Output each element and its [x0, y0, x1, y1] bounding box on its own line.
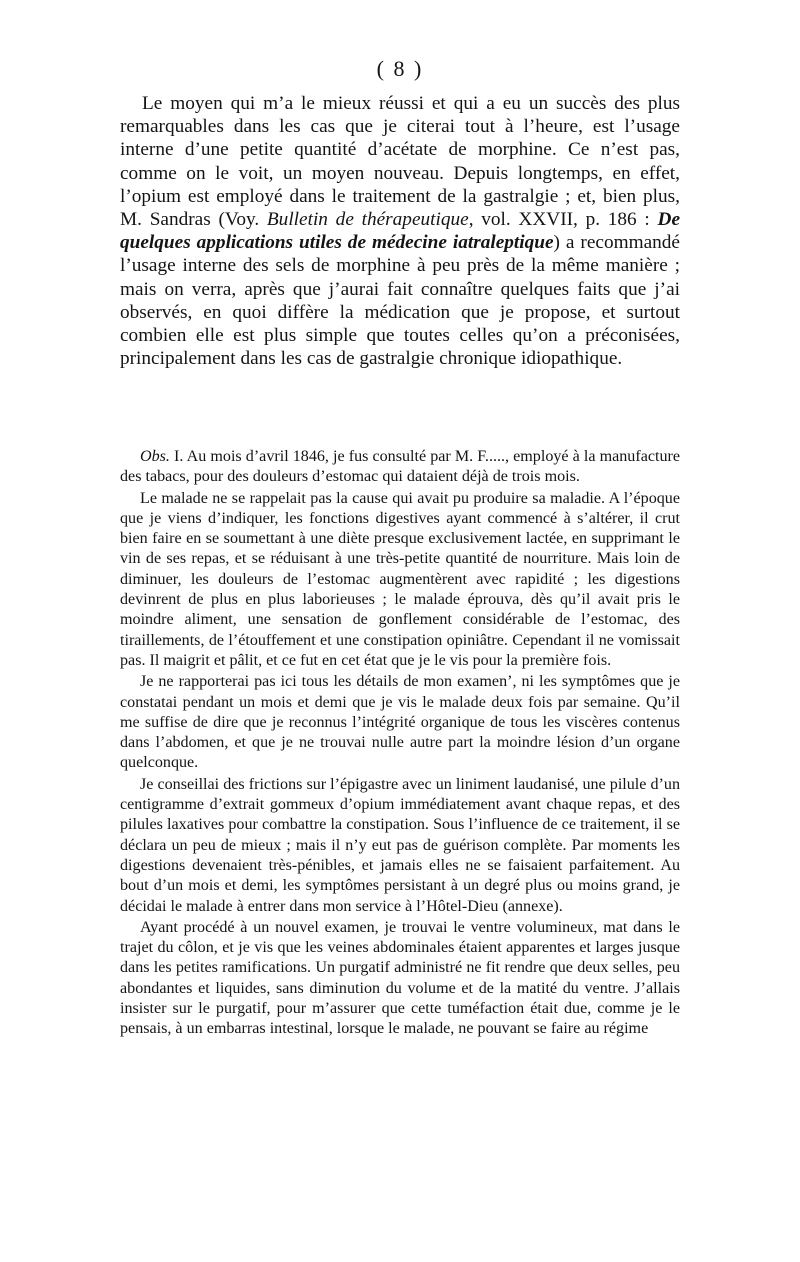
- journal-title: Bulletin de thérapeutique: [266, 209, 469, 231]
- page-number: ( 8 ): [376, 56, 424, 81]
- observation-paragraph-1: [120, 447, 680, 488]
- intro-text-2: , vol. XXVII, p. 186 :: [468, 209, 658, 231]
- intro-text-1: Le moyen qui m’a le mieux réussi et qui a eu un succès des plus remarquables dans les cas que je citerai tout à l’heure, est l’usage interne d’une petite quantité d’acétate de morphine. Ce n’est pas, comme on le voit, un moyen nouveau. Depuis longtemps, en effet, l’opium est employé dans le traitement de la gastralgie ; et, bien plus, M. Sandras (Voy.: [120, 93, 680, 231]
- observation-paragraph-2: Le malade ne se rappelait pas la cause qui avait pu produire sa maladie. A l’époque que je viens d’indiquer, les fonctions digestives ayant commencé à s’altérer, il crut bien faire en se soumettant à une diète presque exclusivement lactée, en supprimant le vin de ses repas, et se réduisant à une très-petite quantité de nourriture. Mais loin de diminuer, les douleurs de l’estomac augmentèrent avec rapidité ; les digestions devinrent de plus en plus laborieuses ; le malade éprouva, dès qu’il avait pris le moindre aliment, une sensation de gonflement considérable de l’estomac, des tiraillements, de l’étouffement et une constipation opiniâtre. Cependant il ne vomissait pas. Il maigrit et pâlit, et ce fut en cet état que je le vis pour la première fois.: [120, 489, 680, 669]
- observation-label: Obs.: [140, 448, 170, 465]
- intro-text-3: ) a recommandé l’usage interne des sels de morphine à peu près de la même manière ; mais on verra, après que j’aurai fait connaître quelques faits que j’ai observés, en quoi diffère la médication que je propose, et surtout combien elle est plus simple que toutes celles qu’on a préconisées, principalement dans les cas de gastralgie chronique idiopathique.: [120, 232, 680, 370]
- intro-text: [120, 92, 680, 370]
- observation-paragraph-4: Je conseillai des frictions sur l’épigastre avec un liniment laudanisé, une pilule d’un centigramme d’extrait gommeux d’opium immédiatement avant chaque repas, et des pilules laxatives pour combattre la constipation. Sous l’influence de ce traitement, il se déclara un peu de mieux ; mais il n’y eut pas de guérison complète. Par moments les digestions devenaient très-pénibles, et jamais elles ne se faisaient parfaitement. Au bout d’un mois et demi, les symptômes persistant à un degré plus ou moins grand, je décidai le malade à entrer dans mon service à l’Hôtel-Dieu (annexe).: [120, 775, 680, 915]
- article-title: De quelques applications utiles de médecine iatraleptique: [120, 209, 680, 254]
- observation-text-1: I. Au mois d’avril 1846, je fus consulté par M. F....., employé à la manufacture des tabacs, pour des douleurs d’estomac qui dataient déjà de trois mois.: [120, 448, 680, 486]
- intro-paragraph: [120, 92, 680, 370]
- observation-section: [120, 447, 680, 1041]
- observation-paragraph-3: Je ne rapporterai pas ici tous les détails de mon examen’, ni les symptômes que je constatai pendant un mois et demi que je vis le malade deux fois par semaine. Qu’il me suffise de dire que je reconnus l’intégrité organique de tous les viscères contenus dans l’abdomen, et que je ne trouvai nulle autre part la moindre lésion d’un organe quelconque.: [120, 673, 680, 772]
- observation-paragraph-5: Ayant procédé à un nouvel examen, je trouvai le ventre volumineux, mat dans le trajet du côlon, et je vis que les veines abdominales étaient apparentes et larges jusque dans les petites ramifications. Un purgatif administré ne fit rendre que deux selles, peu abondantes et liquides, sans diminution du volume et de la matité du ventre. J’allais insister sur le purgatif, pour m’assurer que cette tuméfaction était due, comme je le pensais, à un embarras intestinal, lorsque le malade, ne pouvant se faire au régime: [120, 918, 680, 1038]
